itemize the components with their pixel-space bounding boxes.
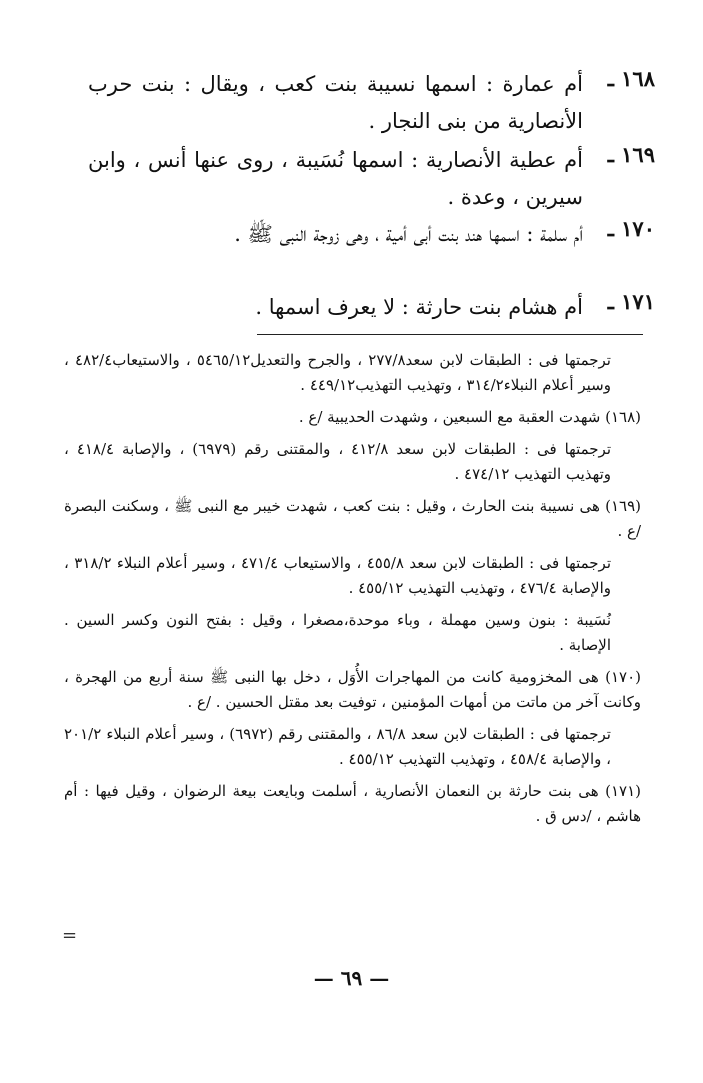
- footnote: ترجمتها فى : الطبقات لابن سعد ٤١٢/٨ ، والمقتنى رقم (٦٩٧٩) ، والإصابة ٤١٨/٤ ، وتهذيب التهذيب ٤٧٤/١٢ .: [64, 440, 611, 483]
- entry-text: أم سلمة : اسمها هند بنت أبى أمية ، وهى زوجة النبى ﷺ .: [234, 222, 583, 246]
- entry-number: ١٦٨ ـ: [607, 66, 655, 91]
- entry-number: ١٧٠ ـ: [607, 216, 655, 241]
- entry-168: [88, 66, 655, 140]
- footnote: نُسَيبة : بنون وسين مهملة ، وباء موحدة،مصغرا ، وقيل : بفتح النون وكسر السين . الإصابة .: [64, 611, 611, 654]
- footnote: (١٧١) هى بنت حارثة بن النعمان الأنصارية ، أسلمت وبايعت بيعة الرضوان ، وقيل فيها : أم هاشم ، /دس ق .: [64, 782, 641, 825]
- entry-171: [88, 289, 655, 326]
- margin-mark: =: [62, 925, 78, 946]
- footnote: ترجمتها فى : الطبقات لابن سعد٢٧٧/٨ ، والجرح والتعديل٥٤٦٥/١٢ ، والاستيعاب٤٨٢/٤ ، وسير أعلام النبلاء٣١٤/٢ ، وتهذيب التهذيب٤٤٩/١٢ .: [64, 351, 611, 394]
- entry-number: ١٧١ ـ: [607, 289, 655, 314]
- footnote: ترجمتها فى : الطبقات لابن سعد ٨٦/٨ ، والمقتنى رقم (٦٩٧٢) ، وسير أعلام النبلاء ٢٠١/٢ ، والإصابة ٤٥٨/٤ ، وتهذيب التهذيب ٤٥٥/١٢ .: [64, 725, 611, 768]
- footnote: (١٦٨) شهدت العقبة مع السبعين ، وشهدت الحديبية /ع .: [298, 408, 641, 426]
- footnotes: [64, 348, 641, 836]
- entry-169: [88, 142, 655, 216]
- entry-number: ١٦٩ ـ: [607, 142, 655, 167]
- entry-text: أم عطية الأنصارية : اسمها نُسَيبة ، روى عنها أنس ، وابن سيرين ، وعدة .: [88, 148, 583, 209]
- footnote: (١٧٠) هى المخزومية كانت من المهاجرات الأُوَل ، دخل بها النبى ﷺ سنة أربع من الهجرة ، وكانت آخر من ماتت من أمهات المؤمنين ، توفيت بعد مقتل الحسين . /ع .: [64, 668, 641, 711]
- footnote: (١٦٩) هى نسيبة بنت الحارث ، وقيل : بنت كعب ، شهدت خيبر مع النبى ﷺ ، وسكنت البصرة /ع .: [64, 497, 641, 540]
- entry-text: أم عمارة : اسمها نسيبة بنت كعب ، ويقال : بنت حرب الأنصارية من بنى النجار .: [88, 72, 583, 133]
- footnote-divider: [257, 334, 643, 335]
- page-number: — ٦٩ —: [313, 966, 390, 990]
- entry-text: أم هشام بنت حارثة : لا يعرف اسمها .: [255, 295, 583, 319]
- entry-170: [88, 216, 655, 253]
- footnote: ترجمتها فى : الطبقات لابن سعد ٤٥٥/٨ ، والاستيعاب ٤٧١/٤ ، وسير أعلام النبلاء ٣١٨/٢ ، والإصابة ٤٧٦/٤ ، وتهذيب التهذيب ٤٥٥/١٢ .: [64, 554, 611, 597]
